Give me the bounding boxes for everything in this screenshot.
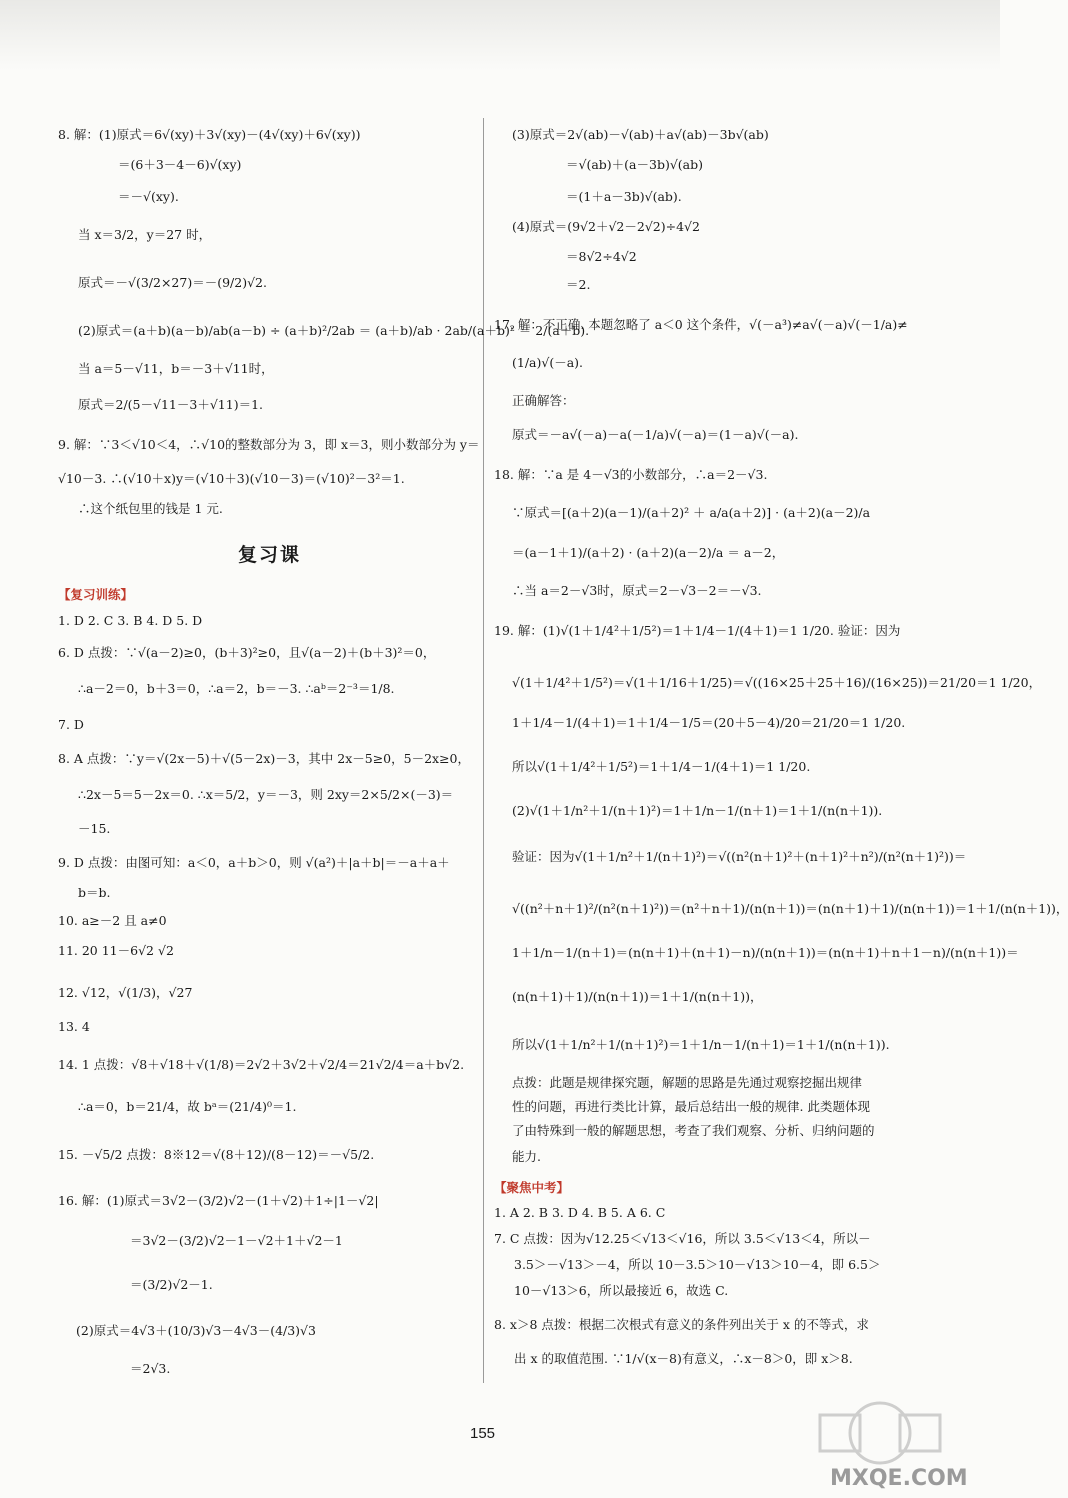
- text-line: 点拨：此题是规律探究题，解题的思路是先通过观察挖掘出规律: [512, 1075, 863, 1090]
- text-line: 10－√13＞6，所以最接近 6，故选 C.: [514, 1283, 729, 1298]
- section-title: 复习课: [238, 544, 302, 566]
- text-line: √(1＋1/4²＋1/5²)＝√(1＋1/16＋1/25)＝√((16×25＋25＋16)/(16×25))＝21/20＝1 1/20，: [512, 675, 1042, 690]
- text-line: 13. 4: [58, 1019, 90, 1034]
- text-line: ∵原式＝[(a＋2)(a－1)/(a＋2)² ＋ a/a(a＋2)] · (a＋2)(a－2)/a: [512, 505, 871, 520]
- text-line: ＝√(ab)＋(a－3b)√(ab): [566, 157, 704, 172]
- text-line: 8. 解：(1)原式＝6√(xy)＋3√(xy)－(4√(xy)＋6√(xy)): [58, 127, 361, 142]
- text-line: 了由特殊到一般的解题思想，考查了我们观察、分析、归纳问题的: [512, 1123, 875, 1138]
- text-line: (2)原式＝4√3＋(10/3)√3－4√3－(4/3)√3: [76, 1323, 316, 1338]
- text-line: ∴a－2＝0，b＋3＝0，∴a＝2，b＝－3. ∴aᵇ＝2⁻³＝1/8.: [78, 681, 395, 696]
- text-line: 验证：因为√(1＋1/n²＋1/(n＋1)²)＝√((n²(n＋1)²＋(n＋1)²＋n²)/(n²(n＋1)²))＝: [512, 849, 967, 864]
- text-line: 1＋1/4－1/(4＋1)＝1＋1/4－1/5＝(20＋5－4)/20＝21/20＝1 1/20.: [512, 715, 906, 730]
- text-line: 原式＝－a√(－a)－a(－1/a)√(－a)＝(1－a)√(－a).: [512, 427, 799, 442]
- text-line: (n(n＋1)＋1)/(n(n＋1))＝1＋1/(n(n＋1))，: [512, 989, 763, 1004]
- text-line: 18. 解：∵a 是 4－√3的小数部分，∴a＝2－√3.: [494, 467, 768, 482]
- text-line: 11. 20 11－6√2 √2: [58, 943, 174, 958]
- text-line: 正确解答：: [512, 393, 575, 408]
- text-line: 原式＝－√(3/2×27)＝－(9/2)√2.: [78, 275, 267, 290]
- text-line: 当 a＝5－√11，b＝－3＋√11时，: [78, 361, 274, 376]
- text-line: 所以√(1＋1/4²＋1/5²)＝1＋1/4－1/(4＋1)＝1 1/20.: [512, 759, 811, 774]
- text-line: 17. 解：不正确. 本题忽略了 a＜0 这个条件，√(－a³)≠a√(－a)√(－1/a)≠: [494, 317, 908, 332]
- text-line: ＝8√2÷4√2: [566, 249, 637, 264]
- text-line: 19. 解：(1)√(1＋1/4²＋1/5²)＝1＋1/4－1/(4＋1)＝1 1/20. 验证：因为: [494, 623, 901, 638]
- text-line: ＝－√(xy).: [118, 189, 179, 204]
- text-line: 10. a≥－2 且 a≠0: [58, 913, 167, 928]
- text-line: 1＋1/n－1/(n＋1)＝(n(n＋1)＋(n＋1)－n)/(n(n＋1))＝(n(n＋1)＋n＋1－n)/(n(n＋1))＝: [512, 945, 1019, 960]
- text-line: 9. D 点拨：由图可知：a＜0，a＋b＞0，则 √(a²)＋|a＋b|＝－a＋a＋: [58, 855, 450, 870]
- text-line: －15.: [78, 821, 111, 836]
- text-line: ∴当 a＝2－√3时，原式＝2－√3－2＝－√3.: [512, 583, 762, 598]
- section-tag: 【聚焦中考】: [494, 1180, 570, 1195]
- text-line: 7. C 点拨：因为√12.25＜√13＜√16，所以 3.5＜√13＜4，所以－: [494, 1231, 871, 1246]
- watermark-text: MXQE.COM: [830, 1466, 968, 1491]
- text-line: ＝2.: [566, 277, 591, 292]
- text-line: ＝2√3.: [130, 1361, 171, 1376]
- page-number: 155: [470, 1425, 496, 1442]
- text-line: ∴2x－5＝5－2x＝0. ∴x＝5/2，y＝－3，则 2xy＝2×5/2×(－3)＝: [78, 787, 454, 802]
- section-tag: 【复习训练】: [58, 587, 134, 602]
- text-line: 8. x＞8 点拨：根据二次根式有意义的条件列出关于 x 的不等式，求: [494, 1317, 869, 1332]
- text-line: (3)原式＝2√(ab)－√(ab)＋a√(ab)－3b√(ab): [512, 127, 769, 142]
- text-line: ＝(6＋3－4－6)√(xy): [118, 157, 242, 172]
- text-line: (4)原式＝(9√2＋√2－2√2)÷4√2: [512, 219, 700, 234]
- text-line: ∴这个纸包里的钱是 1 元.: [78, 501, 223, 516]
- text-line: 3.5＞－√13＞－4，所以 10－3.5＞10－√13＞10－4，即 6.5＞: [514, 1257, 881, 1272]
- text-line: 16. 解：(1)原式＝3√2－(3/2)√2－(1＋√2)＋1÷|1－√2|: [58, 1193, 379, 1208]
- text-line: 当 x＝3/2，y＝27 时，: [78, 227, 212, 242]
- text-line: (1/a)√(－a).: [512, 355, 584, 370]
- text-line: 7. D: [58, 717, 84, 732]
- text-line: 所以√(1＋1/n²＋1/(n＋1)²)＝1＋1/n－1/(n＋1)＝1＋1/(n(n＋1)).: [512, 1037, 890, 1052]
- text-line: ＝(a－1＋1)/(a＋2) · (a＋2)(a－2)/a ＝ a－2，: [512, 545, 785, 560]
- text-line: 14. 1 点拨：√8＋√18＋√(1/8)＝2√2＋3√2＋√2/4＝21√2/4＝a＋b√2.: [58, 1057, 465, 1072]
- text-line: 性的问题，再进行类比计算，最后总结出一般的规律. 此类题体现: [512, 1099, 870, 1114]
- text-line: 1. D 2. C 3. B 4. D 5. D: [58, 613, 203, 628]
- text-line: b＝b.: [78, 885, 111, 900]
- text-line: √((n²＋n＋1)²/(n²(n＋1)²))＝(n²＋n＋1)/(n(n＋1))＝(n(n＋1)＋1)/(n(n＋1))＝1＋1/(n(n＋1))，: [512, 901, 1068, 916]
- text-line: (2)原式＝(a＋b)(a－b)/ab(a－b) ÷ (a＋b)²/2ab ＝ (a＋b)/ab · 2ab/(a＋b)² ＝ 2/(a＋b).: [78, 323, 590, 338]
- text-line: ∴a＝0，b＝21/4，故 bᵃ＝(21/4)⁰＝1.: [78, 1099, 297, 1114]
- text-line: ＝(1＋a－3b)√(ab).: [566, 189, 682, 204]
- text-line: √10－3. ∴(√10＋x)y＝(√10＋3)(√10－3)＝(√10)²－3²＝1.: [58, 471, 405, 486]
- text-line: 12. √12，√(1/3)，√27: [58, 985, 193, 1000]
- text-line: 能力.: [512, 1149, 541, 1164]
- text-line: (2)√(1＋1/n²＋1/(n＋1)²)＝1＋1/n－1/(n＋1)＝1＋1/(n(n＋1)).: [512, 803, 883, 818]
- top-scan-band: [0, 0, 1000, 70]
- text-line: 出 x 的取值范围. ∵1/√(x－8)有意义，∴x－8＞0，即 x＞8.: [514, 1351, 853, 1366]
- text-line: 9. 解：∵3＜√10＜4，∴√10的整数部分为 3，即 x＝3，则小数部分为 y＝: [58, 437, 480, 452]
- column-divider: [483, 118, 484, 1383]
- text-line: 15. －√5/2 点拨：8※12＝√(8＋12)/(8－12)＝－√5/2.: [58, 1147, 375, 1162]
- text-line: ＝3√2－(3/2)√2－1－√2＋1＋√2－1: [130, 1233, 343, 1248]
- text-line: 8. A 点拨：∵y＝√(2x－5)＋√(5－2x)－3，其中 2x－5≥0，5－2x≥0，: [58, 751, 471, 766]
- text-line: 1. A 2. B 3. D 4. B 5. A 6. C: [494, 1205, 666, 1220]
- text-line: ＝(3/2)√2－1.: [130, 1277, 213, 1292]
- text-line: 6. D 点拨：∵√(a－2)≥0，(b＋3)²≥0，且√(a－2)＋(b＋3)²＝0，: [58, 645, 436, 660]
- text-line: 原式＝2/(5－√11－3＋√11)＝1.: [78, 397, 263, 412]
